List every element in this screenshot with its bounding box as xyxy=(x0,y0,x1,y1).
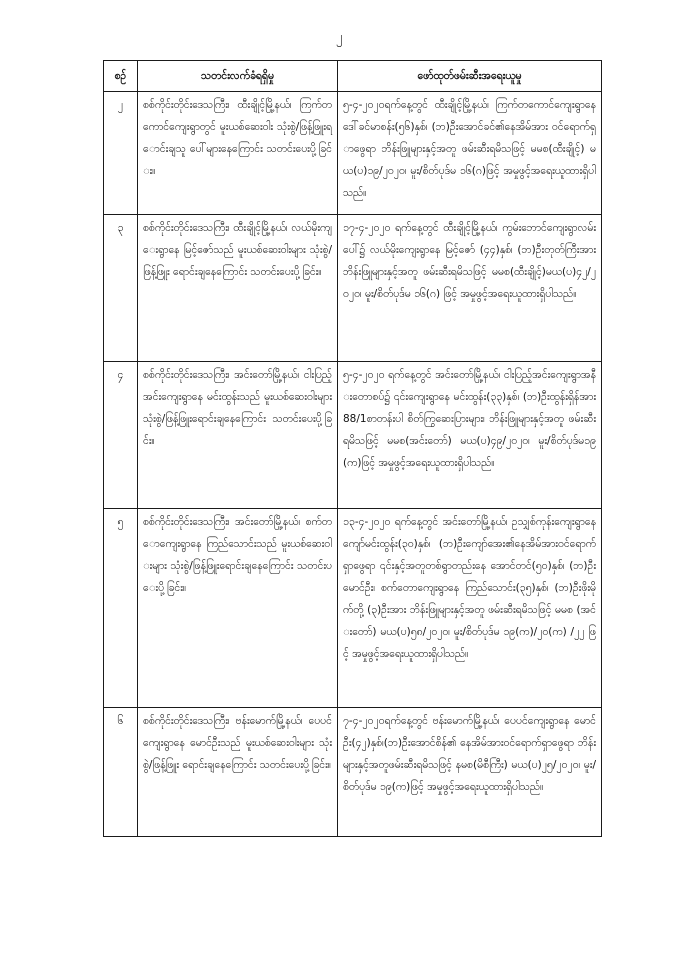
table-row xyxy=(104,215,602,362)
header-serial-number: စဉ် xyxy=(104,61,138,92)
table-body xyxy=(104,92,602,837)
row-news-received: စစ်ကိုင်းတိုင်းဒေသကြီး၊ ထီးချိုင့်မြို့နယ်၊ လယ်မိုးကျေးရွာနေ မြင့်ဇော်သည် မူးယစ်ဆေးဝါးများ သုံးစွဲ/ဖြန့်ဖြူး ရောင်းချနေကြောင်း သတင်းပေးပို့ခြင်း။ xyxy=(138,215,338,362)
page-number: ၂ xyxy=(335,30,343,45)
table-row xyxy=(104,509,602,708)
narcotics-report-table xyxy=(103,60,602,837)
row-serial-number: ၅ xyxy=(104,509,138,708)
row-action-taken: ၁၇-၄-၂၀၂၀ ရက်နေ့တွင် ထီးချိုင့်မြို့နယ်၊ ကွမ်းဘောင်ကျေးရွာလမ်းပေါ်၌ လယ်မိုးကျေးရွာနေ မြင့်ဇော် (၄၄)နှစ်၊ (ဘ)ဦးတုတ်ကြီးအား ဘိန်းဖြူများနှင့်အတူ ဖမ်းဆီးရမိသဖြင့် မမစ(ထီးချိုင့်)မယ(ပ)၄၂/၂၀၂၀၊ မူး/စိတ်ပုဒ်မ ၁၆(ဂ) ဖြင့် အမှုဖွင့်အရေးယူထားရှိပါသည်။ xyxy=(338,215,602,362)
table-header xyxy=(104,61,602,92)
table-row xyxy=(104,708,602,837)
row-action-taken: ၇-၄-၂၀၂၀ရက်နေ့တွင် ဗန်းမောက်မြို့နယ်၊ ပေပင်ကျေးရွာနေ မောင်ဦး(၄၂)နှစ်၊(ဘ)ဦးအောင်စိန်၏ နေအိမ်အားဝင်ရောက်ရှာဖွေရာ ဘိန်းများနှင့်အတူဖမ်းဆီးရမိသဖြင့် နမစ(မိစီကြီး) မယ(ပ)၂၅/၂၀၂၀၊ မူး/စိတ်ပုဒ်မ ၁၉(က)ဖြင့် အမှုဖွင့်အရေးယူထားရှိပါသည်။ xyxy=(338,708,602,837)
row-serial-number: ၃ xyxy=(104,215,138,362)
header-action-taken: ဖော်ထုတ်ဖမ်းဆီးအရေးယူမှု xyxy=(338,61,602,92)
row-serial-number: ၆ xyxy=(104,708,138,837)
table-row xyxy=(104,92,602,215)
row-action-taken: ၅-၄-၂၀၂၀ရက်နေ့တွင် ထီးချိုင့်မြို့နယ်၊ ကြက်တကောင်ကျေးရွာနေ ဒေါ်ခင်မာစန်း(၅၆)နှစ်၊ (ဘ)ဦးအောင်ခင်၏နေအိမ်အား ဝင်ရောက်ရှာဖွေရာ ဘိန်းဖြူများနှင့်အတူ ဖမ်းဆီးရမိသဖြင့် မမစ(ထီးချိုင့်) မယ(ပ)၁၉/၂၀၂၀၊ မူး/စိတ်ပုဒ်မ ၁၆(ဂ)ဖြင့် အမှုဖွင့်အရေးယူထားရှိပါသည်။ xyxy=(338,92,602,215)
row-news-received: စစ်ကိုင်းတိုင်းဒေသကြီး၊ အင်းတော်မြို့နယ်၊ စက်တောကျေးရွာနေ ကြည်သောင်းသည် မူးယစ်ဆေးဝါးများ သုံးစွဲ/ဖြန့်ဖြူးရောင်းချနေကြောင်း သတင်းပေးပို့ခြင်း။ xyxy=(138,509,338,708)
row-news-received: စစ်ကိုင်းတိုင်းဒေသကြီး၊ အင်းတော်မြို့နယ်၊ ငါးပြည့်အင်းကျေးရွာနေ မင်းထွန်းသည် မူးယစ်ဆေးဝါးများ သုံးစွဲ/ဖြန့်ဖြူးရောင်းချနေကြောင်း သတင်းပေးပို့ခြင်း။ xyxy=(138,362,338,509)
row-news-received: စစ်ကိုင်းတိုင်းဒေသကြီး၊ ထီးချိုင့်မြို့နယ်၊ ကြက်တကောင်ကျေးရွာတွင် မူးယစ်ဆေးဝါး သုံးစွဲ/ဖြန့်ဖြူးရောင်းချသူ ပေါ်များနေကြောင်း သတင်းပေးပို့ခြင်း။ xyxy=(138,92,338,215)
table-row xyxy=(104,362,602,509)
row-action-taken: ၅-၄-၂၀၂၀ ရက်နေ့တွင် အင်းတော်မြို့နယ်၊ ငါးပြည့်အင်းကျေးရွာအနီးတောစပ်၌ ၎င်းကျေးရွာနေ မင်းထွန်း(၃၃)နှစ်၊ (ဘ)ဦးထွန်းရှိန်အား 88/1စာတန်းပါ စိတ်ကြွဆေးပြားများ၊ ဘိန်းဖြူများနှင့်အတူ ဖမ်းဆီးရမိသဖြင့် မမစ(အင်းတော်) မယ(ပ)၄၉/၂၀၂၀၊ မူး/စိတ်ပုဒ်မ၁၉(က)ဖြင့် အမှုဖွင့်အရေးယူထားရှိပါသည်။ xyxy=(338,362,602,509)
header-row xyxy=(104,61,602,92)
header-news-received: သတင်းလက်ခံရရှိမှု xyxy=(138,61,338,92)
row-action-taken: ၁၃-၄-၂၀၂၀ ရက်နေ့တွင် အင်းတော်မြို့နယ်၊ ဥသျှစ်ကုန်းကျေးရွာနေ ကျော်မင်းထွန်း(၃၀)နှစ်၊ (ဘ)ဦးကျော်အေး၏နေအိမ်အားဝင်ရောက်ရှာဖွေရာ ၎င်းနှင့်အတူတစ်ရွာတည်းနေ အောင်တင်(၅၀)နှစ်၊ (ဘ)ဦးမောင်ဦး၊ စက်တောကျေးရွာနေ ကြည်သောင်း(၃၅)နှစ်၊ (ဘ)ဦးဖိုးမိုက်တို့ (၃)ဦးအား ဘိန်းဖြူများနှင့်အတူ ဖမ်းဆီးရမိသဖြင့် မမစ (အင်းတော်) မယ(ပ)၅၈/၂၀၂၀၊ မူး/စိတ်ပုဒ်မ ၁၉(က)/၂၀(က) /၂၂ ဖြင့် အမှုဖွင့်အရေးယူထားရှိပါသည်။ xyxy=(338,509,602,708)
row-serial-number: ၂ xyxy=(104,92,138,215)
row-serial-number: ၄ xyxy=(104,362,138,509)
row-news-received: စစ်ကိုင်းတိုင်းဒေသကြီး၊ ဗန်းမောက်မြို့နယ်၊ ပေပင်ကျေးရွာနေ မောင်ဦးသည် မူးယစ်ဆေးဝါးများ သုံးစွဲ/ဖြန့်ဖြူး ရောင်းချနေကြောင်း သတင်းပေးပို့ခြင်း။ xyxy=(138,708,338,837)
